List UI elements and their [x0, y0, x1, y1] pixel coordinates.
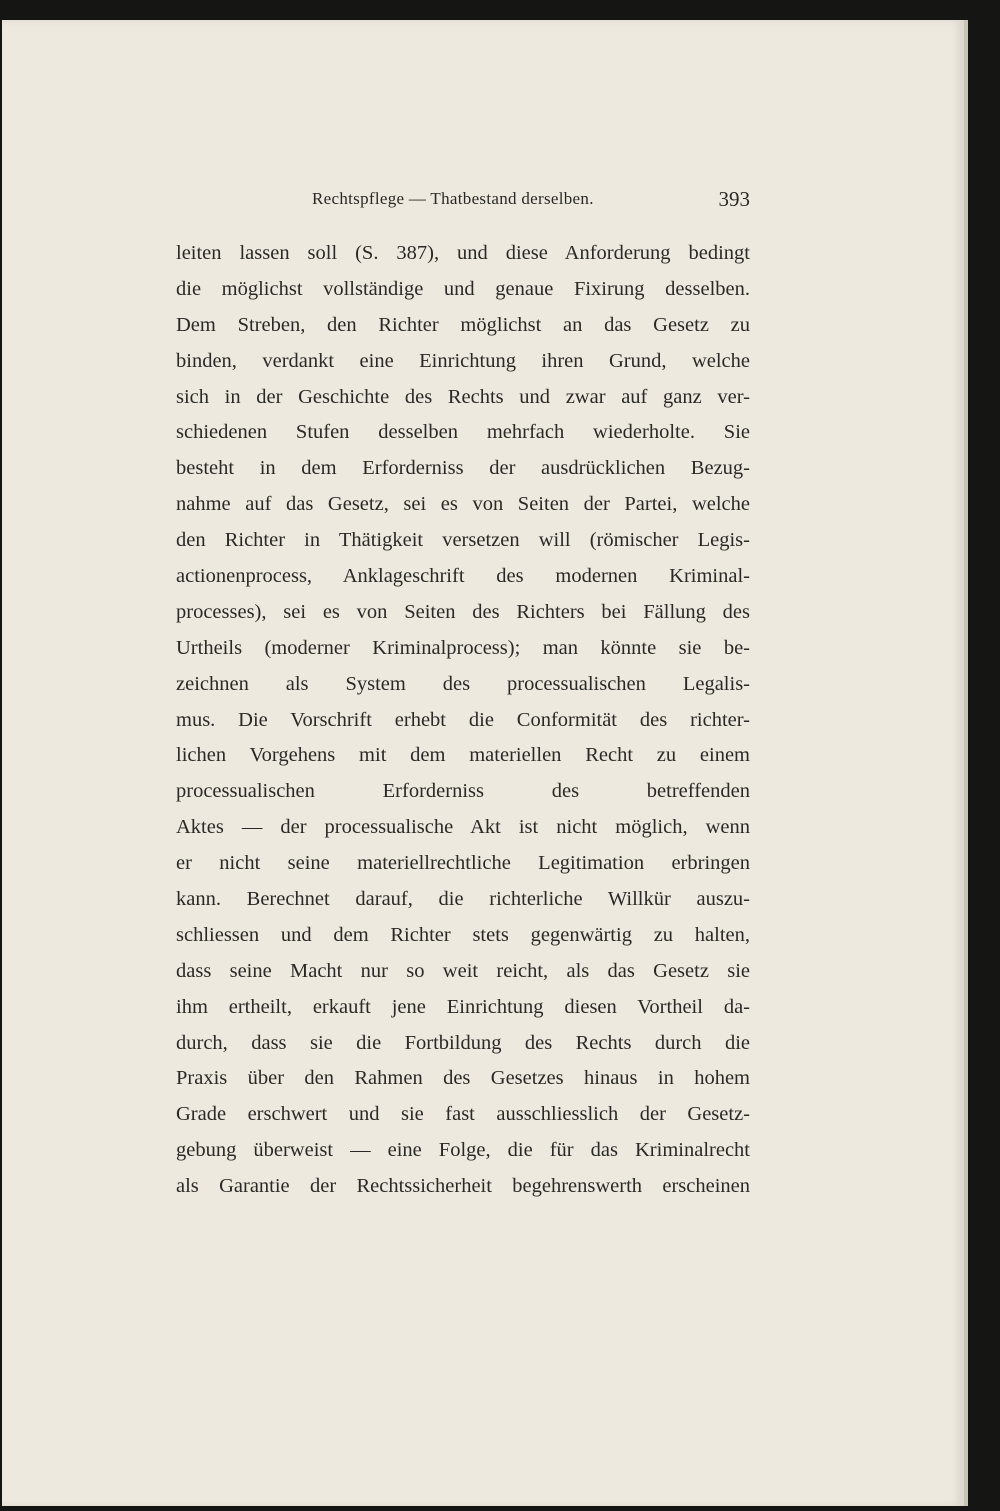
text-line: nahme auf das Gesetz, sei es von Seiten der Partei, welche: [176, 493, 750, 516]
text-line: die möglichst vollständige und genaue Fixirung desselben.: [176, 277, 750, 300]
text-line: den Richter in Thätigkeit versetzen will (römischer Legis-: [176, 529, 750, 552]
text-line: als Garantie der Rechtssicherheit begehrenswerth erscheinen: [176, 1175, 750, 1198]
text-line: Praxis über den Rahmen des Gesetzes hinaus in hohem: [176, 1067, 750, 1090]
text-line: gebung überweist — eine Folge, die für das Kriminalrecht: [176, 1139, 750, 1162]
running-title: Rechtspflege — Thatbestand derselben.: [312, 189, 594, 208]
page-number: 393: [718, 187, 750, 211]
text-line: processes), sei es von Seiten des Richters bei Fällung des: [176, 600, 750, 623]
text-line: Dem Streben, den Richter möglichst an das Gesetz zu: [176, 313, 750, 336]
text-line: lichen Vorgehens mit dem materiellen Recht zu einem: [176, 744, 750, 767]
text-line: dass seine Macht nur so weit reicht, als das Gesetz sie: [176, 959, 750, 982]
text-line: leiten lassen soll (S. 387), und diese Anforderung bedingt: [176, 242, 750, 264]
text-line: schiedenen Stufen desselben mehrfach wiederholte. Sie: [176, 421, 750, 444]
text-line: Aktes — der processualische Akt ist nicht möglich, wenn: [176, 816, 750, 839]
text-line: actionenprocess, Anklageschrift des modernen Kriminal-: [176, 565, 750, 588]
text-line: ihm ertheilt, erkauft jene Einrichtung diesen Vortheil da-: [176, 995, 750, 1018]
text-line: kann. Berechnet darauf, die richterliche Willkür auszu-: [176, 888, 750, 911]
text-line: durch, dass sie die Fortbildung des Rechts durch die: [176, 1031, 750, 1054]
text-line: er nicht seine materiellrechtliche Legitimation erbringen: [176, 852, 750, 875]
text-line: mus. Die Vorschrift erhebt die Conformität des richter-: [176, 708, 750, 731]
running-head: [175, 187, 750, 217]
page-edge: [964, 20, 968, 1506]
body-text: [176, 236, 750, 1205]
text-line: processualischen Erforderniss des betreffenden: [176, 780, 750, 803]
text-line: zeichnen als System des processualischen Legalis-: [176, 672, 750, 695]
text-line: binden, verdankt eine Einrichtung ihren Grund, welche: [176, 349, 750, 372]
text-line: besteht in dem Erforderniss der ausdrücklichen Bezug-: [176, 457, 750, 480]
text-line: Urtheils (moderner Kriminalprocess); man könnte sie be-: [176, 636, 750, 659]
text-line: schliessen und dem Richter stets gegenwärtig zu halten,: [176, 923, 750, 946]
text-line: Grade erschwert und sie fast ausschliesslich der Gesetz-: [176, 1103, 750, 1126]
text-line: sich in der Geschichte des Rechts und zwar auf ganz ver-: [176, 385, 750, 408]
